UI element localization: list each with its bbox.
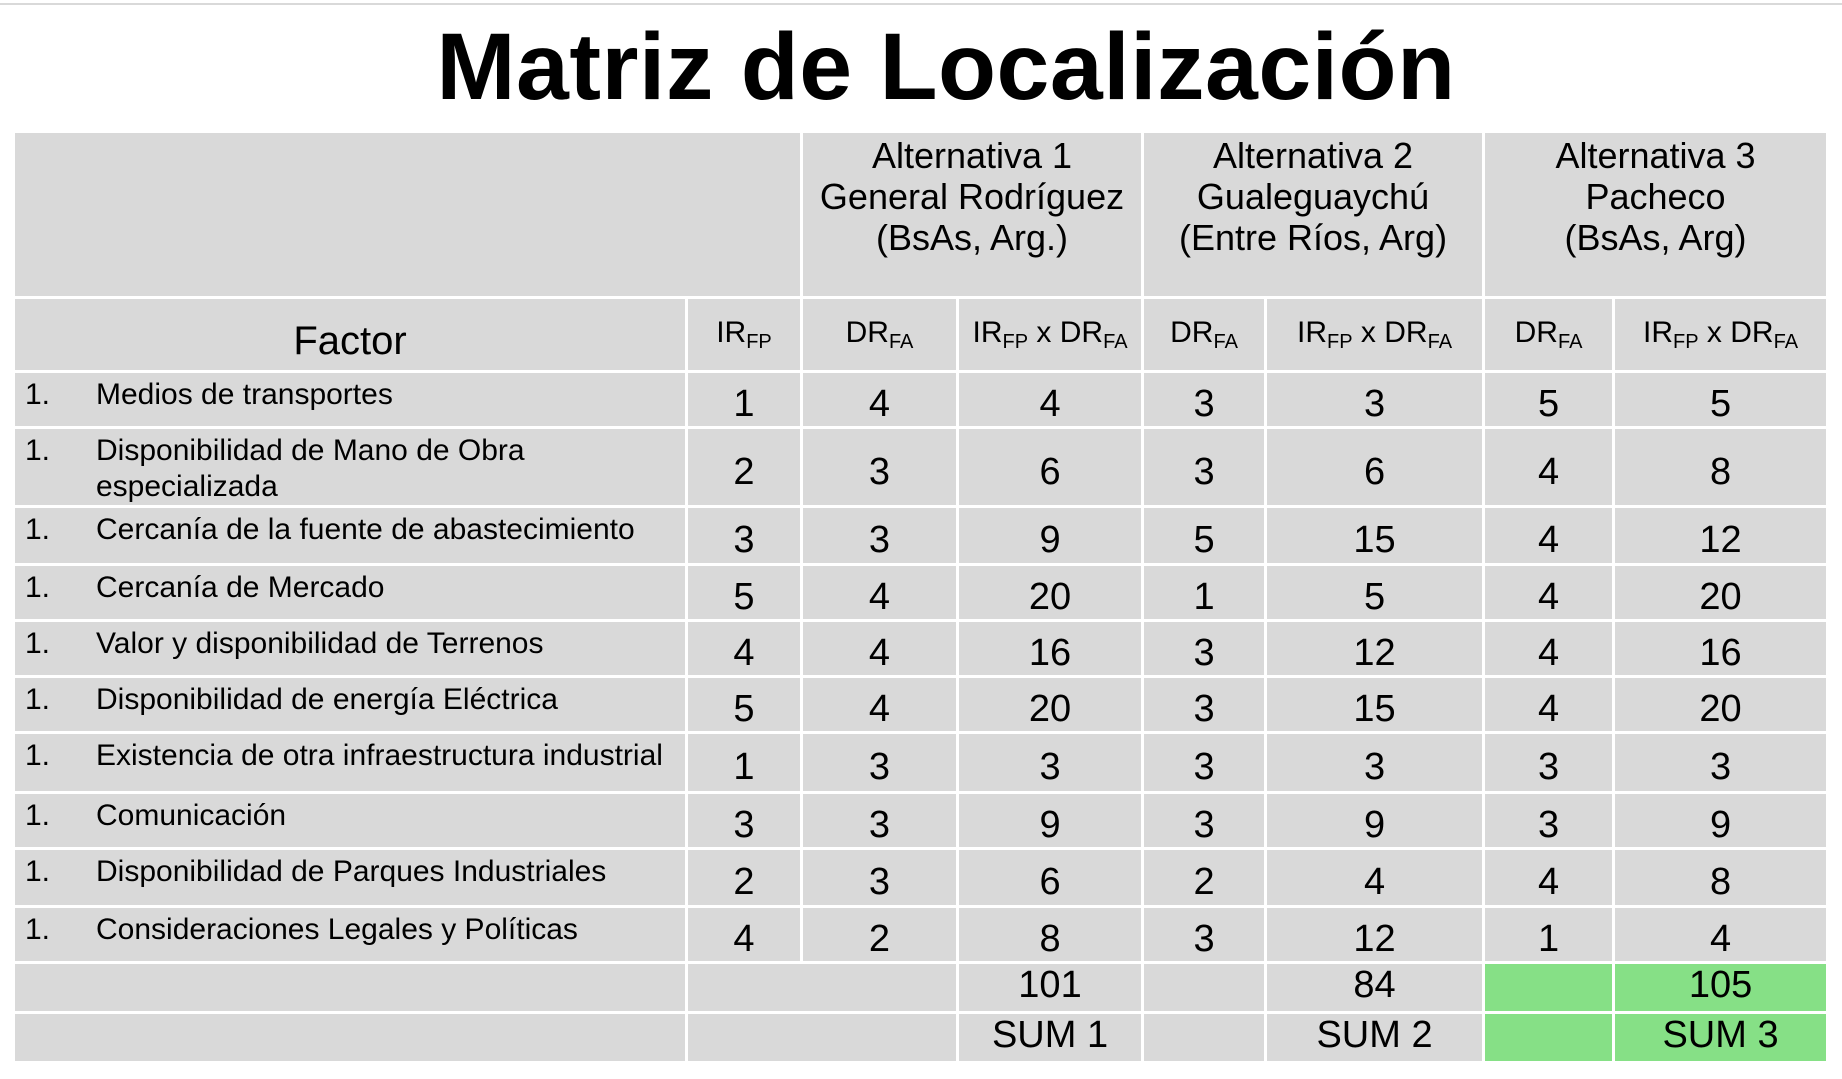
factor-number: 1.	[25, 683, 51, 716]
alt2-dr-cell: 3	[1143, 733, 1266, 793]
alternative-2-header	[1143, 132, 1484, 298]
alt1-product-cell: 16	[958, 621, 1143, 677]
factor-row	[14, 372, 1828, 428]
factor-cell	[14, 428, 687, 507]
alt1-dr-cell: 3	[802, 733, 958, 793]
alternative-2-region: (Entre Ríos, Arg)	[1178, 217, 1448, 258]
factor-name: Cercanía de la fuente de abastecimiento	[96, 513, 635, 546]
alt3-product-cell: 20	[1614, 565, 1828, 621]
factor-column-header: Factor	[14, 298, 687, 372]
alt3-dr-cell: 4	[1484, 849, 1614, 907]
factor-name: Disponibilidad de energía Eléctrica	[96, 683, 558, 716]
alt2-product-cell: 4	[1266, 849, 1484, 907]
alt3-dr-cell: 3	[1484, 733, 1614, 793]
product-column-header-alt2: $IR_{FP}$ x $DR_{FA}$	[1266, 298, 1484, 372]
alt2-dr-cell: 3	[1143, 372, 1266, 428]
factor-number: 1.	[25, 627, 51, 660]
factor-number: 1.	[25, 434, 51, 467]
highlight-cell	[1484, 963, 1614, 1013]
alt2-dr-cell: 3	[1143, 621, 1266, 677]
sum-empty-cell	[687, 1013, 958, 1063]
factor-number: 1.	[25, 855, 51, 888]
alt3-product-cell: 3	[1614, 733, 1828, 793]
alt2-dr-cell: 5	[1143, 507, 1266, 565]
alt2-product-cell: 12	[1266, 907, 1484, 963]
alt3-product-cell: 8	[1614, 849, 1828, 907]
sum-label-alt3: SUM 3	[1614, 1013, 1828, 1063]
factor-name: Comunicación	[96, 799, 287, 832]
sum-label-alt2: SUM 2	[1266, 1013, 1484, 1063]
sum-empty-cell	[1143, 1013, 1266, 1063]
alt2-dr-cell: 3	[1143, 793, 1266, 849]
alt1-dr-cell: 2	[802, 907, 958, 963]
dr-column-header-alt3: $DR_{FA}$	[1484, 298, 1614, 372]
alt2-dr-cell: 3	[1143, 677, 1266, 733]
page-title: Matriz de Localización	[436, 14, 1456, 120]
alternative-3-location: Pacheco	[1585, 176, 1726, 217]
alt3-product-cell: 20	[1614, 677, 1828, 733]
alternatives-header-row	[14, 132, 1828, 298]
alt1-product-cell: 9	[958, 793, 1143, 849]
factor-row	[14, 621, 1828, 677]
alt1-product-cell: 9	[958, 507, 1143, 565]
factor-number: 1.	[25, 378, 51, 411]
factor-row	[14, 507, 1828, 565]
alt3-product-cell: 5	[1614, 372, 1828, 428]
factor-row	[14, 677, 1828, 733]
total-alt2: 84	[1266, 963, 1484, 1013]
alt1-dr-cell: 3	[802, 507, 958, 565]
product-column-header-alt3: $IR_{FP}$ x $DR_{FA}$	[1614, 298, 1828, 372]
ir-cell: 2	[687, 849, 802, 907]
alt2-dr-cell: 3	[1143, 907, 1266, 963]
alt1-product-cell: 6	[958, 849, 1143, 907]
ir-cell: 2	[687, 428, 802, 507]
ir-cell: 4	[687, 621, 802, 677]
alternative-1-header	[802, 132, 1143, 298]
factor-row	[14, 849, 1828, 907]
factor-row	[14, 907, 1828, 963]
factor-cell	[14, 733, 687, 793]
alt2-product-cell: 3	[1266, 733, 1484, 793]
factor-row	[14, 733, 1828, 793]
factor-cell	[14, 621, 687, 677]
alternative-3-label: Alternativa 3	[1555, 135, 1756, 176]
total-alt3: 105	[1614, 963, 1828, 1013]
factor-name: Consideraciones Legales y Políticas	[96, 913, 578, 946]
alt3-dr-cell: 3	[1484, 793, 1614, 849]
alt3-dr-cell: 5	[1484, 372, 1614, 428]
alt2-product-cell: 12	[1266, 621, 1484, 677]
factor-name: Medios de transportes	[96, 378, 393, 411]
alt1-product-cell: 20	[958, 565, 1143, 621]
factor-number: 1.	[25, 739, 51, 772]
sum-label-alt1: SUM 1	[958, 1013, 1143, 1063]
column-header-row	[14, 298, 1828, 372]
alt1-product-cell: 3	[958, 733, 1143, 793]
factor-number: 1.	[25, 571, 51, 604]
factor-number: 1.	[25, 913, 51, 946]
alt2-product-cell: 3	[1266, 372, 1484, 428]
alt1-dr-cell: 4	[802, 621, 958, 677]
alt1-dr-cell: 3	[802, 849, 958, 907]
factor-cell	[14, 565, 687, 621]
totals-empty-cell	[14, 963, 687, 1013]
alt3-dr-cell: 4	[1484, 621, 1614, 677]
factor-row	[14, 565, 1828, 621]
alt3-product-cell: 16	[1614, 621, 1828, 677]
factor-name: Disponibilidad de Mano de Obra especializada	[96, 434, 525, 503]
totals-empty-cell	[687, 963, 958, 1013]
alternative-3-header	[1484, 132, 1828, 298]
alt2-dr-cell: 1	[1143, 565, 1266, 621]
factor-number: 1.	[25, 799, 51, 832]
alternative-1-region: (BsAs, Arg.)	[875, 217, 1069, 258]
sum-labels-row	[14, 1013, 1828, 1063]
alt2-product-cell: 6	[1266, 428, 1484, 507]
alt2-product-cell: 5	[1266, 565, 1484, 621]
sum-empty-cell	[14, 1013, 687, 1063]
alt2-dr-cell: 2	[1143, 849, 1266, 907]
alternative-1-label: Alternativa 1	[871, 135, 1073, 176]
product-column-header-alt1: $IR_{FP}$ x $DR_{FA}$	[958, 298, 1143, 372]
alt3-dr-cell: 4	[1484, 677, 1614, 733]
factor-name: Valor y disponibilidad de Terrenos	[96, 627, 544, 660]
alt1-product-cell: 4	[958, 372, 1143, 428]
factor-cell	[14, 849, 687, 907]
alt1-dr-cell: 3	[802, 428, 958, 507]
ir-cell: 1	[687, 733, 802, 793]
factor-row	[14, 793, 1828, 849]
highlight-cell	[1484, 1013, 1614, 1063]
location-matrix-table	[12, 130, 1829, 1064]
empty-header-cell	[14, 132, 802, 298]
alt1-dr-cell: 4	[802, 565, 958, 621]
alt2-product-cell: 15	[1266, 507, 1484, 565]
factor-row	[14, 428, 1828, 507]
dr-column-header-alt1: $DR_{FA}$	[802, 298, 958, 372]
alt1-product-cell: 20	[958, 677, 1143, 733]
alt1-product-cell: 8	[958, 907, 1143, 963]
ir-column-header: $IR_{FP}$	[687, 298, 802, 372]
alt3-product-cell: 8	[1614, 428, 1828, 507]
total-alt1: 101	[958, 963, 1143, 1013]
factor-number: 1.	[25, 513, 51, 546]
alt1-dr-cell: 4	[802, 372, 958, 428]
ir-cell: 5	[687, 565, 802, 621]
alt3-dr-cell: 4	[1484, 565, 1614, 621]
alt3-product-cell: 12	[1614, 507, 1828, 565]
totals-empty-cell	[1143, 963, 1266, 1013]
factor-cell	[14, 372, 687, 428]
factor-cell	[14, 907, 687, 963]
dr-column-header-alt2: $DR_{FA}$	[1143, 298, 1266, 372]
factor-cell	[14, 793, 687, 849]
factor-cell	[14, 507, 687, 565]
alternative-1-location: General Rodríguez	[819, 176, 1125, 217]
factor-name: Cercanía de Mercado	[96, 571, 385, 604]
ir-cell: 3	[687, 793, 802, 849]
alt2-dr-cell: 3	[1143, 428, 1266, 507]
ir-cell: 5	[687, 677, 802, 733]
alt2-product-cell: 9	[1266, 793, 1484, 849]
ir-cell: 4	[687, 907, 802, 963]
alt3-dr-cell: 1	[1484, 907, 1614, 963]
alt3-dr-cell: 4	[1484, 507, 1614, 565]
alt1-product-cell: 6	[958, 428, 1143, 507]
alt2-product-cell: 15	[1266, 677, 1484, 733]
ir-cell: 1	[687, 372, 802, 428]
alt3-dr-cell: 4	[1484, 428, 1614, 507]
alternative-2-label: Alternativa 2	[1212, 135, 1414, 176]
alt3-product-cell: 9	[1614, 793, 1828, 849]
alternative-3-region: (BsAs, Arg)	[1564, 217, 1747, 258]
ir-cell: 3	[687, 507, 802, 565]
totals-row	[14, 963, 1828, 1013]
alt1-dr-cell: 4	[802, 677, 958, 733]
alternative-2-location: Gualeguaychú	[1196, 176, 1430, 217]
top-divider	[0, 3, 1842, 5]
factor-name: Existencia de otra infraestructura industrial	[96, 739, 663, 772]
factor-name: Disponibilidad de Parques Industriales	[96, 855, 607, 888]
alt3-product-cell: 4	[1614, 907, 1828, 963]
factor-cell	[14, 677, 687, 733]
alt1-dr-cell: 3	[802, 793, 958, 849]
